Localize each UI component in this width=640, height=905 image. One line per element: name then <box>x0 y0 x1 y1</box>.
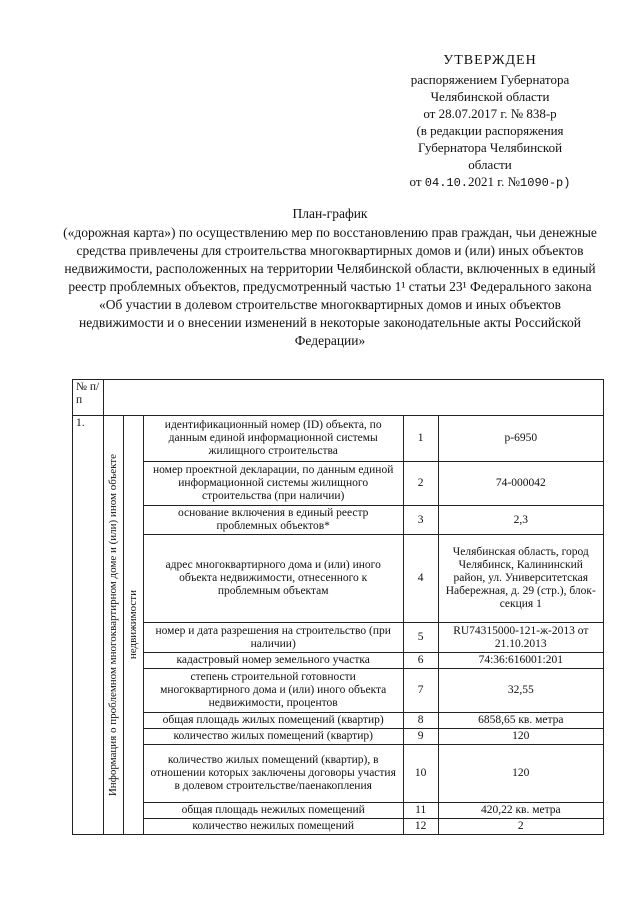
table-row <box>73 819 604 835</box>
approval-block <box>380 52 600 192</box>
row-label: степень строительной готовности многоквартирного дома и (или) иного объекта недвижимости, процентов <box>143 669 403 713</box>
row-value: 6858,65 кв. метра <box>438 713 603 729</box>
header-empty-cell <box>103 380 603 416</box>
table-row <box>73 803 604 819</box>
title-body: («дорожная карта») по осуществлению мер по восстановлению прав граждан, чьи денежные средства привлечены для строительства многоквартирных домов и (или) иных объектов недвижимости, расположенных на территории Челябинской области, включенных в единый реестр проблемных объектов, предусмотренный частью 1¹ статьи 23¹ Федерального закона «Об участии в долевом строительстве многоквартирных домов и иных объектов недвижимости и о внесении изменений в некоторые законодательные акты Российской Федерации» <box>63 225 597 348</box>
row-index: 6 <box>403 653 438 669</box>
row-index: 1 <box>403 416 438 462</box>
approval-line: распоряжением Губернатора <box>410 72 570 87</box>
row-value: р-6950 <box>438 416 603 462</box>
approval-date-line <box>380 173 600 192</box>
table-row <box>73 669 604 713</box>
row-index: 3 <box>403 506 438 535</box>
table-row <box>73 416 604 462</box>
row-label: количество нежилых помещений <box>143 819 403 835</box>
table-row <box>73 729 604 745</box>
row-label: количество жилых помещений (квартир) <box>143 729 403 745</box>
date-prefix: от <box>409 174 422 189</box>
row-index: 5 <box>403 623 438 653</box>
table-row <box>73 506 604 535</box>
row-index: 7 <box>403 669 438 713</box>
side-label-cell-1 <box>103 416 123 835</box>
row-value: Челябинская область, город Челябинск, Калининский район, ул. Университетская Набережная, д. 29 (стр.), блок-секция 1 <box>438 535 603 623</box>
row-label: общая площадь нежилых помещений <box>143 803 403 819</box>
row-label: кадастровый номер земельного участка <box>143 653 403 669</box>
row-value: 420,22 кв. метра <box>438 803 603 819</box>
side-label-cell-2 <box>123 416 143 835</box>
row-value: 120 <box>438 745 603 803</box>
row-label: количество жилых помещений (квартир), в отношении которых заключены договоры участия в долевом строительстве/паенакопления <box>143 745 403 803</box>
title-name: План-график <box>292 206 368 221</box>
row-number-cell: 1. <box>73 416 104 835</box>
table-row <box>73 623 604 653</box>
row-index: 8 <box>403 713 438 729</box>
row-value: 32,55 <box>438 669 603 713</box>
date-value: 04.10. <box>424 176 469 190</box>
side-label-2: недвижимости <box>126 590 139 660</box>
side-label-1: Информация о проблемном многоквартирном доме и (или) ином объекте <box>106 453 119 797</box>
row-value: 74:36:616001:201 <box>438 653 603 669</box>
row-index: 2 <box>403 462 438 506</box>
plan-table <box>72 379 604 835</box>
row-index: 12 <box>403 819 438 835</box>
header-num-cell: № п/п <box>73 380 104 416</box>
approval-line: Челябинской области <box>430 89 550 104</box>
row-label: основание включения в единый реестр проблемных объектов* <box>143 506 403 535</box>
row-label: адрес многоквартирного дома и (или) иного объекта недвижимости, отнесенного к проблемным объектам <box>143 535 403 623</box>
order-number: 1090-р) <box>520 176 571 190</box>
approval-line: области <box>468 157 512 172</box>
table-row <box>73 745 604 803</box>
row-value: RU74315000-121-ж-2013 от 21.10.2013 <box>438 623 603 653</box>
row-index: 11 <box>403 803 438 819</box>
approval-heading: УТВЕРЖДЕН <box>443 53 537 68</box>
row-label: общая площадь жилых помещений (квартир) <box>143 713 403 729</box>
row-index: 10 <box>403 745 438 803</box>
table-header-row <box>73 380 604 416</box>
row-value: 2 <box>438 819 603 835</box>
row-label: номер проектной декларации, по данным единой информационной системы жилищного строительства (при наличии) <box>143 462 403 506</box>
approval-line: (в редакции распоряжения <box>416 123 564 138</box>
row-value: 120 <box>438 729 603 745</box>
table-row <box>73 462 604 506</box>
approval-line: от 28.07.2017 г. № 838-р <box>423 106 557 121</box>
row-label: номер и дата разрешения на строительство (при наличии) <box>143 623 403 653</box>
document-title <box>60 205 600 350</box>
row-label: идентификационный номер (ID) объекта, по данным единой информационной системы жилищного строительства <box>143 416 403 462</box>
table-row <box>73 535 604 623</box>
table-row <box>73 713 604 729</box>
row-index: 9 <box>403 729 438 745</box>
table-row <box>73 653 604 669</box>
row-value: 74-000042 <box>438 462 603 506</box>
date-year: 2021 г. № <box>468 174 521 189</box>
row-index: 4 <box>403 535 438 623</box>
approval-line: Губернатора Челябинской <box>417 140 563 155</box>
row-value: 2,3 <box>438 506 603 535</box>
